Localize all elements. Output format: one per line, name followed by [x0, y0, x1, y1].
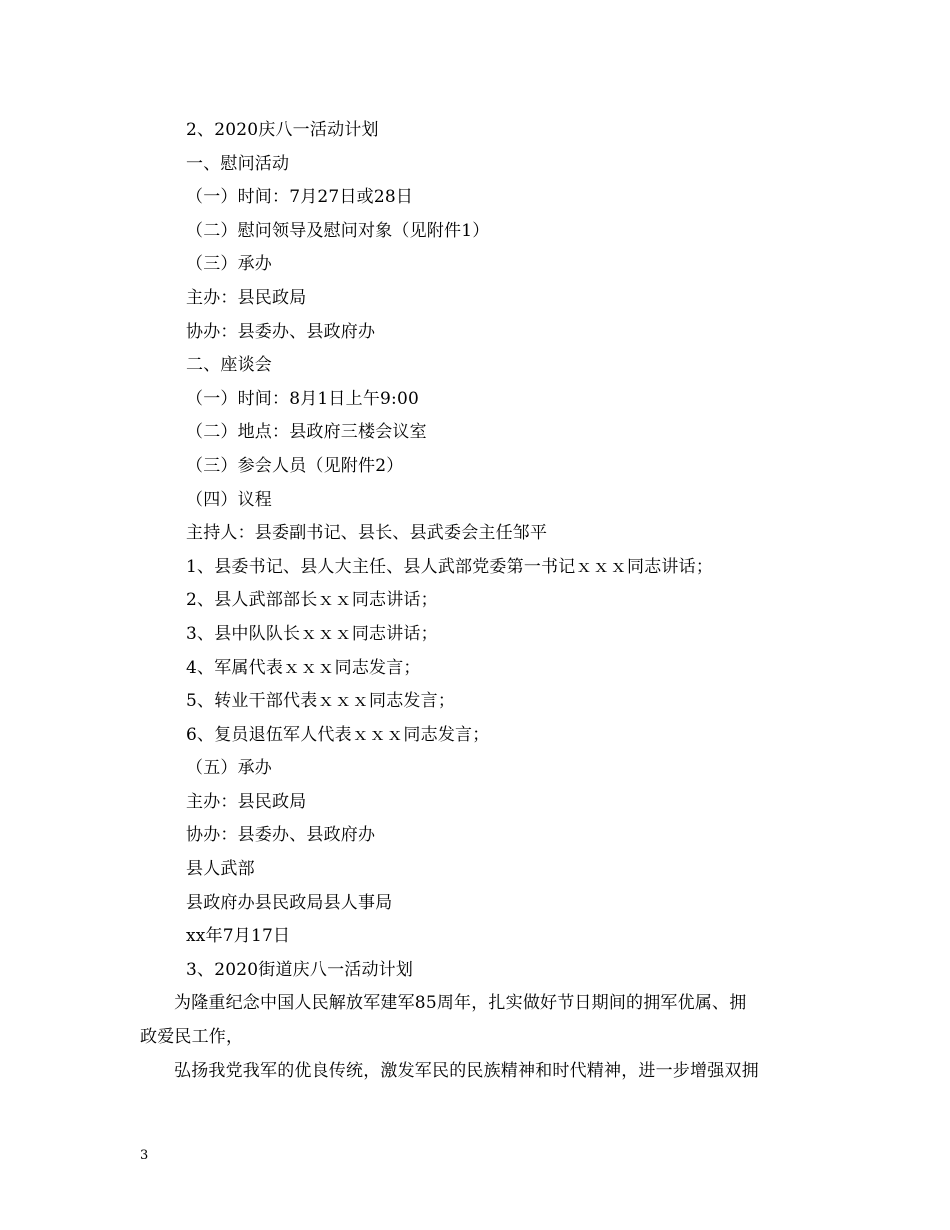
- agenda-item: 4、军属代表ｘｘｘ同志发言；: [186, 657, 421, 678]
- text-line: 主办：县民政局: [186, 287, 307, 308]
- subsection-heading: 二、座谈会: [186, 355, 272, 376]
- text-line: （二）地点：县政府三楼会议室: [186, 422, 427, 443]
- agenda-item: 2、县人武部部长ｘｘ同志讲话；: [186, 590, 438, 611]
- agenda-item: 6、复员退伍军人代表ｘｘｘ同志发言；: [186, 724, 490, 745]
- text-line: （三）承办: [186, 254, 272, 275]
- section-heading: 3、2020街道庆八一活动计划: [186, 959, 414, 980]
- document-body: [140, 114, 815, 1088]
- text-line: （一）时间：8月1日上午9:00: [186, 388, 420, 409]
- text-line: （二）慰问领导及慰问对象（见附件1）: [186, 220, 490, 241]
- signature-line: 县人武部: [186, 859, 255, 880]
- page-number: 3: [140, 1148, 149, 1163]
- agenda-item: 5、转业干部代表ｘｘｘ同志发言；: [186, 691, 456, 712]
- text-line: （一）时间：7月27日或28日: [186, 187, 414, 208]
- paragraph-line: 弘扬我党我军的优良传统，激发军民的民族精神和时代精神，进一步增强双拥: [174, 1060, 759, 1081]
- date-line: xx年7月17日: [186, 926, 291, 947]
- signature-line: 县政府办县民政局县人事局: [186, 892, 393, 913]
- text-line: （三）参会人员（见附件2）: [186, 455, 404, 476]
- text-line: 协办：县委办、县政府办: [186, 825, 376, 846]
- text-line: 协办：县委办、县政府办: [186, 321, 376, 342]
- paragraph-line: 政爱民工作，: [140, 1027, 244, 1048]
- text-line: 主办：县民政局: [186, 791, 307, 812]
- text-line: （五）承办: [186, 758, 272, 779]
- section-heading: 2、2020庆八一活动计划: [186, 120, 379, 140]
- text-line: （四）议程: [186, 489, 272, 510]
- subsection-heading: 一、慰问活动: [186, 153, 290, 174]
- agenda-item: 3、县中队队长ｘｘｘ同志讲话；: [186, 623, 438, 644]
- paragraph-line: 为隆重纪念中国人民解放军建军85周年，扎实做好节日期间的拥军优属、拥: [174, 993, 747, 1014]
- agenda-item: 1、县委书记、县人大主任、县人武部党委第一书记ｘｘｘ同志讲话；: [186, 556, 714, 577]
- text-line: 主持人：县委副书记、县长、县武委会主任邹平: [186, 523, 548, 544]
